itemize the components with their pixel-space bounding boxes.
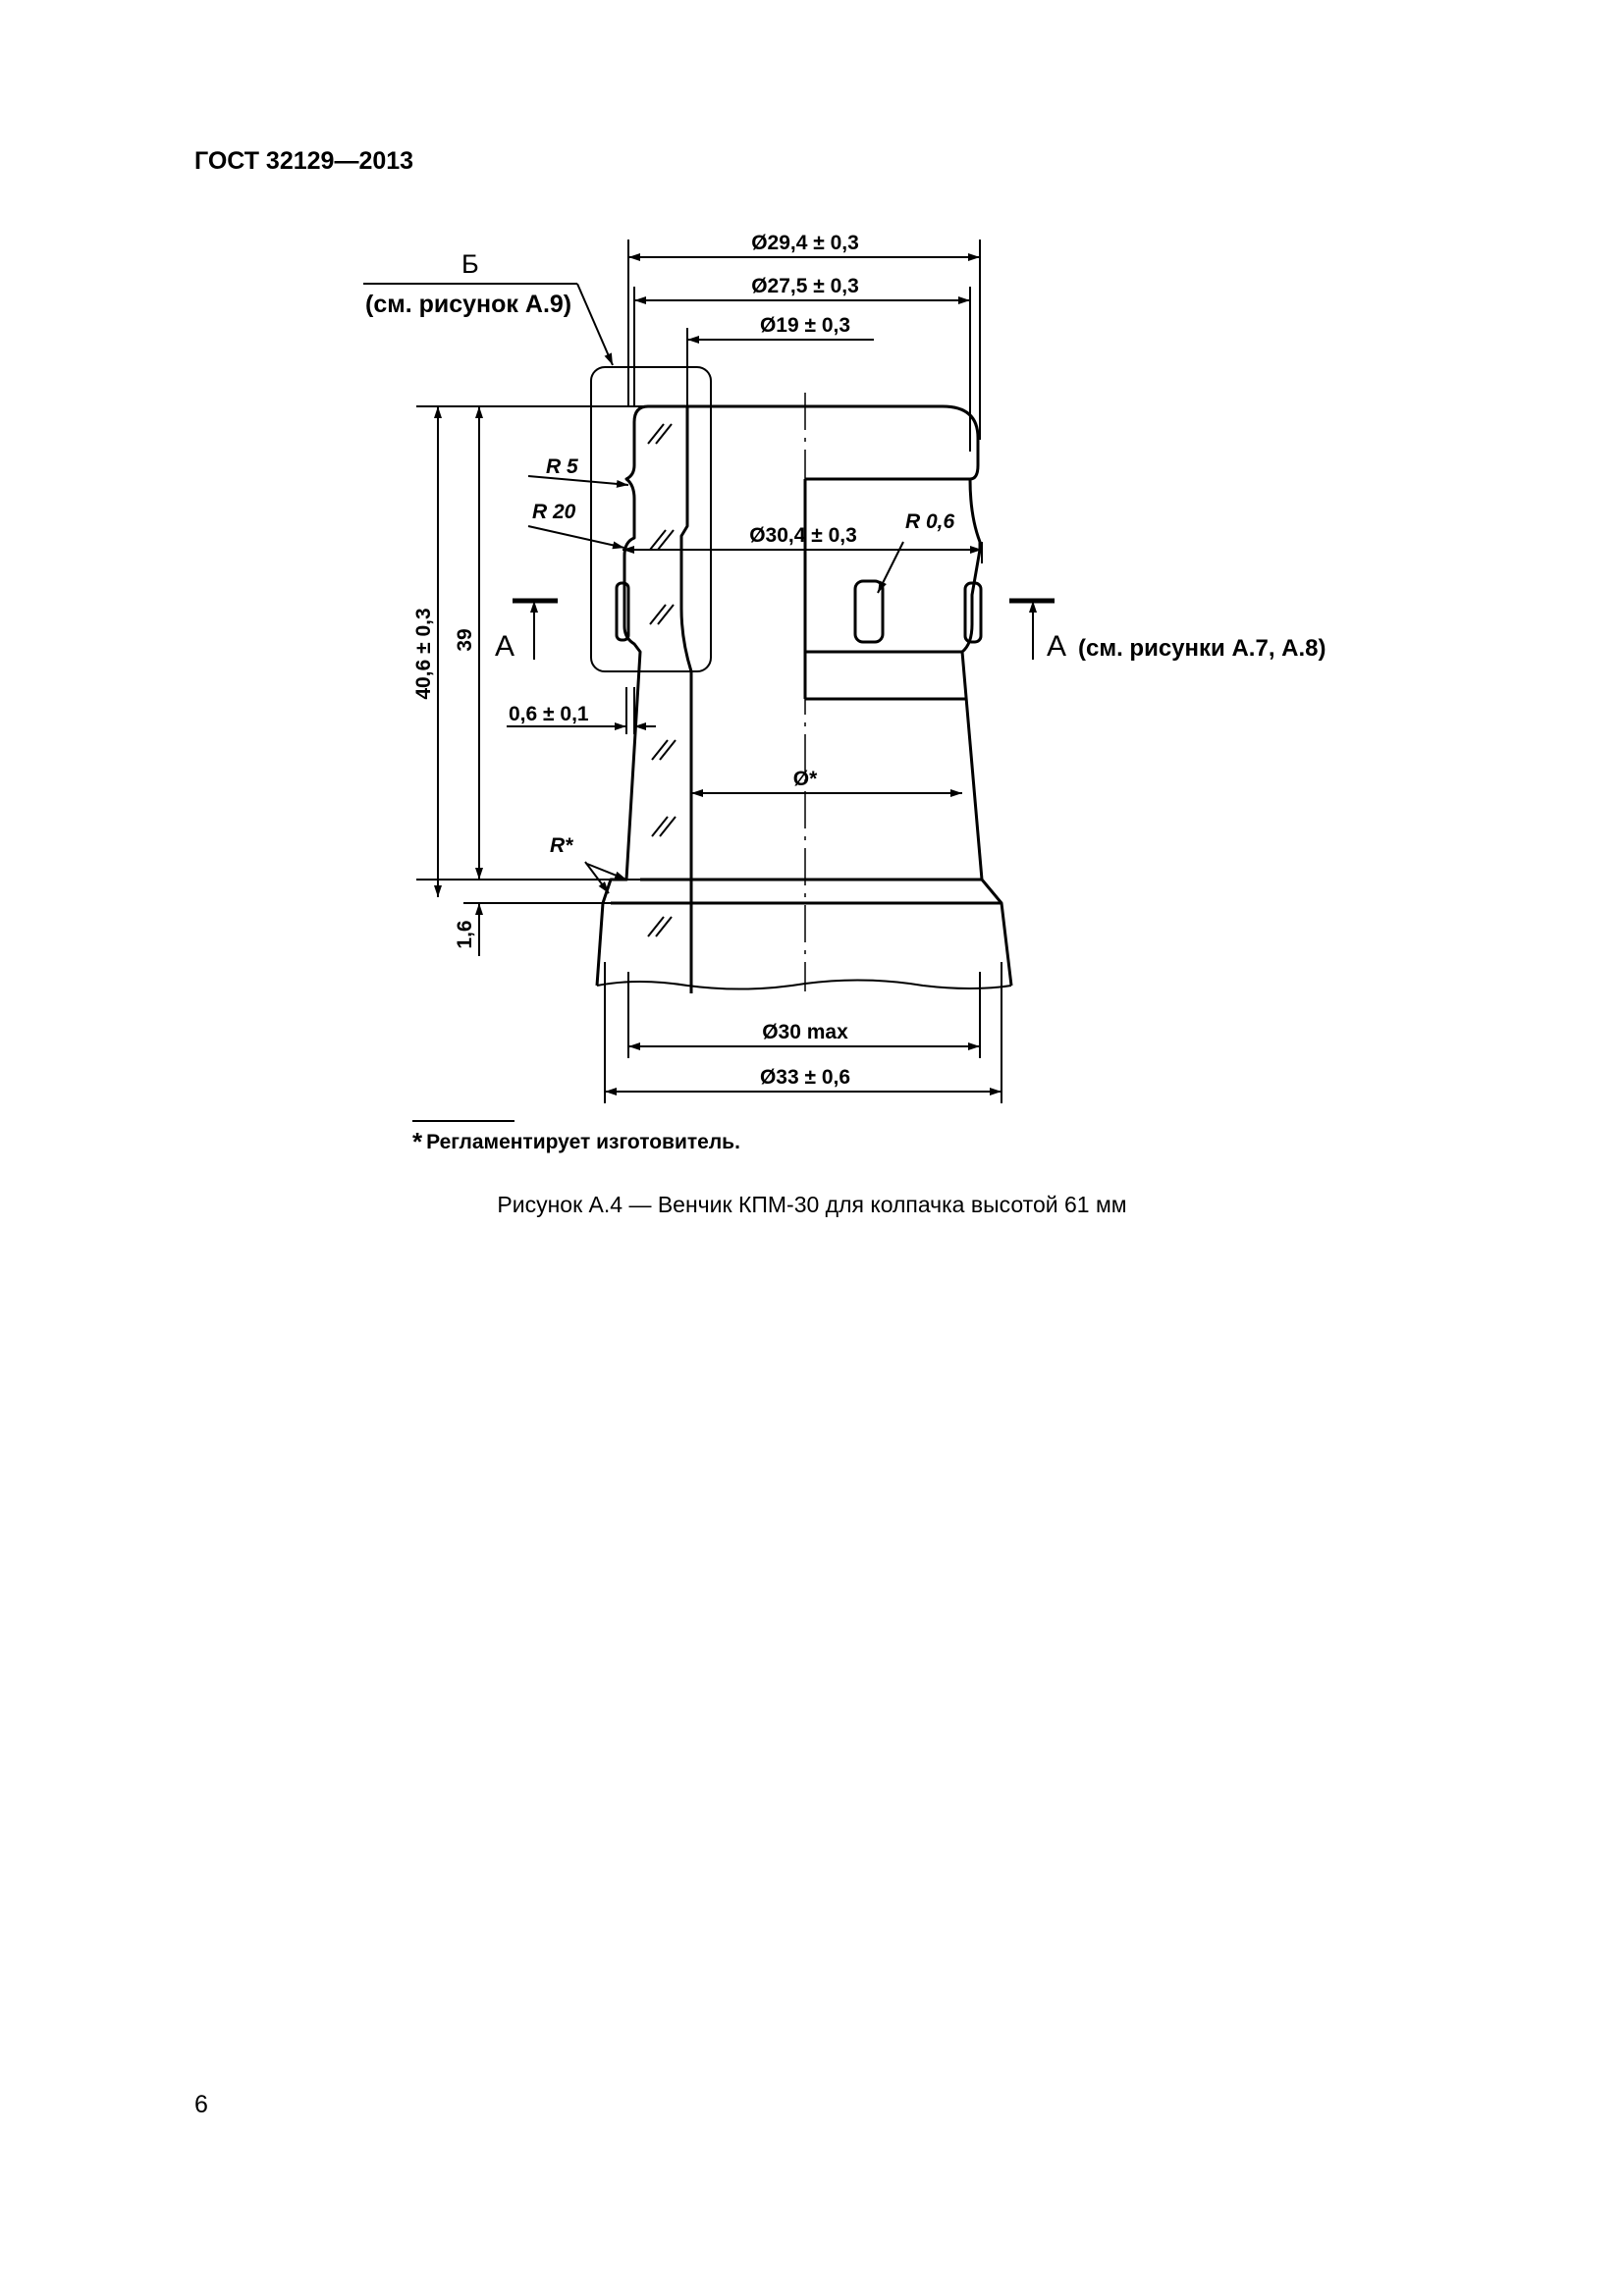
dim-d30-4: Ø30,4 ± 0,3 [749, 524, 857, 547]
dim-d30-max: Ø30 max [762, 1021, 848, 1043]
footnote-mark: * [412, 1127, 423, 1156]
footnote-rule [412, 1120, 514, 1122]
section-letter-right: А [1047, 630, 1067, 663]
figure-caption: Рисунок А.4 — Венчик КПМ-30 для колпачка высотой 61 мм [497, 1192, 1127, 1217]
dim-h40-6: 40,6 ± 0,3 [412, 608, 435, 700]
dim-d27-5: Ø27,5 ± 0,3 [751, 275, 859, 297]
part-outline [597, 406, 1011, 993]
section-letter-left: А [495, 630, 515, 663]
section-hatching [648, 424, 676, 936]
dim-h39: 39 [454, 628, 476, 652]
page-number: 6 [194, 2091, 208, 2118]
footnote-text: Регламентирует изготовитель. [426, 1131, 740, 1153]
dim-h1-6: 1,6 [454, 920, 476, 949]
dim-t0-6: 0,6 ± 0,1 [509, 703, 589, 725]
dim-d33: Ø33 ± 0,6 [759, 1066, 851, 1089]
dim-r0-6: R 0,6 [905, 510, 955, 533]
callout-b-letter: Б [461, 249, 479, 279]
dim-r20: R 20 [532, 501, 576, 523]
dim-d-star: Ø* [792, 768, 818, 790]
footnote [412, 1127, 740, 1157]
dim-d19: Ø19 ± 0,3 [759, 314, 851, 337]
callout-b-ref: (см. рисунок А.9) [365, 291, 572, 318]
dim-r5: R 5 [546, 455, 578, 478]
section-ref: (см. рисунки А.7, А.8) [1078, 635, 1326, 662]
dim-r-star: R* [550, 834, 573, 857]
detail-b-frame [591, 367, 711, 671]
dim-d29-4: Ø29,4 ± 0,3 [751, 232, 859, 254]
document-header: ГОСТ 32129—2013 [194, 147, 414, 175]
